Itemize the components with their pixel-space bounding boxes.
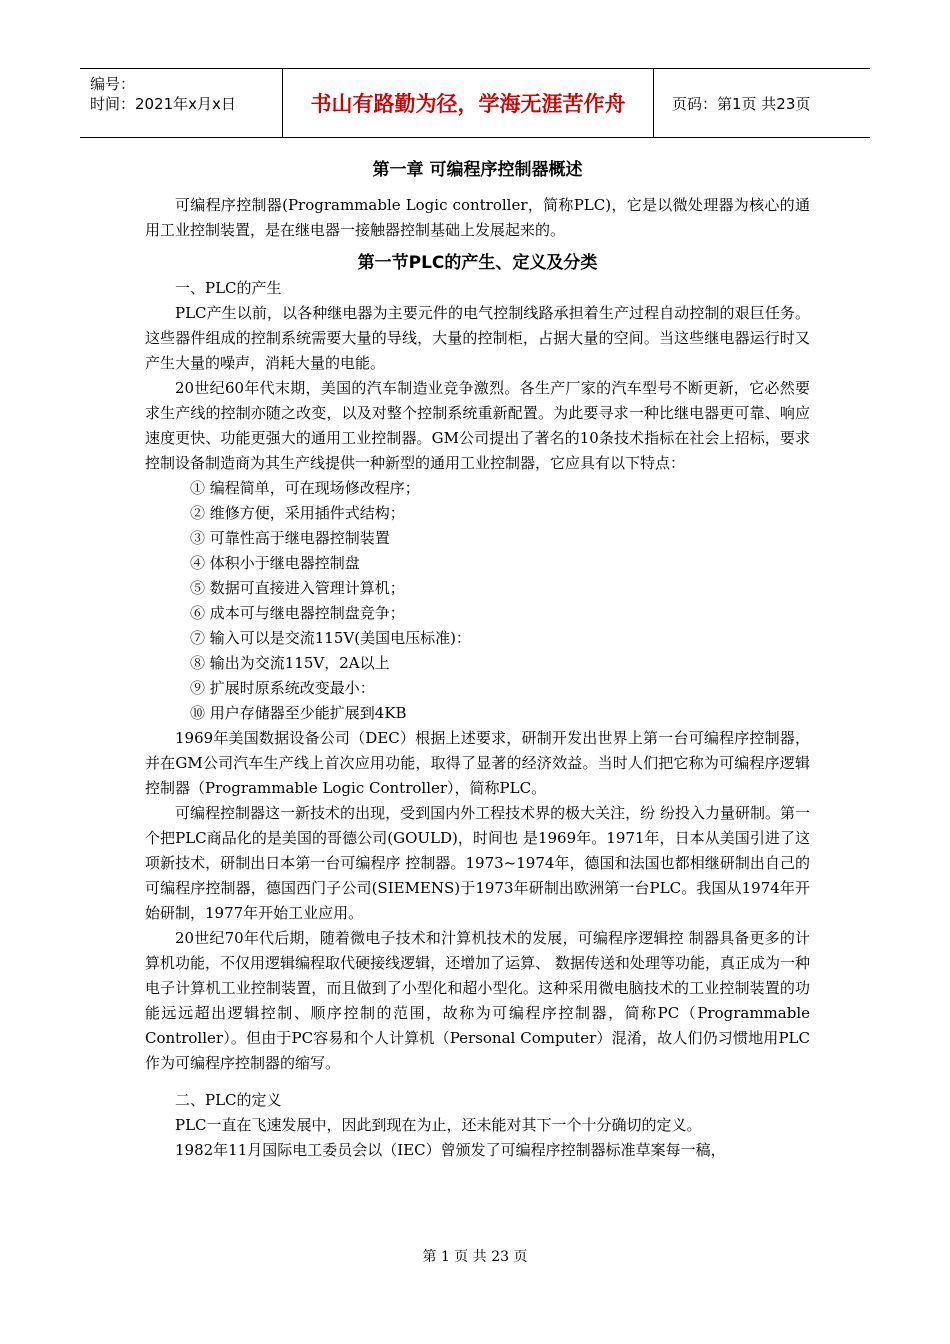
header-meta-cell — [80, 69, 283, 137]
doc-time-label: 时间：2021年x月x日 — [90, 95, 236, 113]
intro-paragraph: 可编程序控制器(Programmable Logic controller，简称PLC)，它是以微处理器为核心的通用工业控制装置，是在继电器一接触器控制基础上发展起来的。 — [145, 196, 810, 239]
paragraph: 1969年美国数据设备公司（DEC）根据上述要求，研制开发出世界上第一台可编程序控制器，并在GM公司汽车生产线上首次应用功能，取得了显著的经济效益。当时人们把它称为可编程序逻辑控制器（Programmable Logic Controller），简称PLC。 — [145, 729, 810, 797]
section-title: 第一节PLC的产生、定义及分类 — [357, 253, 598, 273]
list-item: ④ 体积小于继电器控制盘 — [190, 554, 360, 572]
feature-list — [145, 476, 810, 726]
chapter-title: 第一章 可编程序控制器概述 — [372, 160, 583, 180]
paragraph: PLC一直在飞速发展中，因此到现在为止，还未能对其下一个十分确切的定义。 — [175, 1116, 702, 1134]
paragraph: 1982年11月国际电工委员会以（IEC）曾颁发了可编程序控制器标准草案每一稿， — [175, 1141, 726, 1159]
list-item: ① 编程简单，可在现场修改程序； — [190, 479, 420, 497]
paragraph: 20世纪60年代末期，美国的汽车制造业竞争激烈。各生产厂家的汽车型号不断更新，它必然要求生产线的控制亦随之改变，以及对整个控制系统重新配置。为此要寻求一种比继电器更可靠、响应速度更快、功能更强大的通用工业控制器。GM公司提出了著名的10条技术指标在社会上招标，要求控制设备制造商为其生产线提供一种新型的通用工业控制器，它应具有以下特点： — [145, 379, 810, 472]
page-footer: 第 1 页 共 23 页 — [422, 1249, 528, 1265]
paragraph: PLC产生以前，以各种继电器为主要元件的电气控制线路承担着生产过程自动控制的艰巨任务。这些器件组成的控制系统需要大量的导线，大量的控制柜，占据大量的空间。当这些继电器运行时又产生大量的噪声，消耗大量的电能。 — [145, 304, 810, 372]
page-header — [80, 68, 870, 138]
header-page-info-text: 页码：第1页 共23页 — [672, 94, 811, 113]
list-item: ⑩ 用户存储器至少能扩展到4KB — [190, 704, 407, 722]
header-motto: 书山有路勤为径，学海无涯苦作舟 — [283, 69, 654, 137]
list-item: ⑧ 输出为交流115V，2A以上 — [190, 654, 390, 672]
doc-number-label: 编号： — [90, 75, 136, 93]
list-item: ⑥ 成本可与继电器控制盘竞争； — [190, 604, 405, 622]
list-item: ⑨ 扩展时原系统改变最小： — [190, 679, 375, 697]
subsection-title-definition: 二、PLC的定义 — [175, 1091, 282, 1109]
list-item: ⑤ 数据可直接进入管理计算机； — [190, 579, 405, 597]
paragraph: 可编程控制器这一新技术的出现，受到国内外工程技术界的极大关注，纷 纷投入力量研制。第一个把PLC商品化的是美国的哥德公司(GOULD)，时间也 是1969年。1971年，日本从美国引进了这项新技术，研制出日本第一台可编程序 控制器。1973~1974年，德国和法国也都相继研制出自己的可编程序控制器，德国西门子公司(SIEMENS)于1973年研制出欧洲第一台PLC。我国从1974年开始研制，1977年开始工业应用。 — [145, 804, 810, 922]
list-item: ⑦ 输入可以是交流115V(美国电压标准)： — [190, 629, 471, 647]
subsection-title-origin: 一、PLC的产生 — [175, 279, 282, 297]
list-item: ③ 可靠性高于继电器控制装置 — [190, 529, 390, 547]
list-item: ② 维修方便，采用插件式结构； — [190, 504, 405, 522]
paragraph: 20世纪70年代后期，随着微电子技术和汁算机技术的发展，可编程序逻辑控 制器具备更多的计算机功能，不仅用逻辑编程取代硬接线逻辑，还增加了运算、 数据传送和处理等功能，真正成为一种电子计算机工业控制装置，而且做到了小型化和超小型化。这种采用微电脑技术的工业控制装置的功能远远超出逻辑控制、顺序控制的范围，故称为可编程序控制器，简称PC（Programmable Controller）。但由于PC容易和个人计算机（Personal Computer）混淆，故人们仍习惯地用PLC作为可编程序控制器的缩写。 — [145, 929, 810, 1072]
document-body — [145, 158, 810, 1163]
header-page-info — [664, 69, 870, 137]
